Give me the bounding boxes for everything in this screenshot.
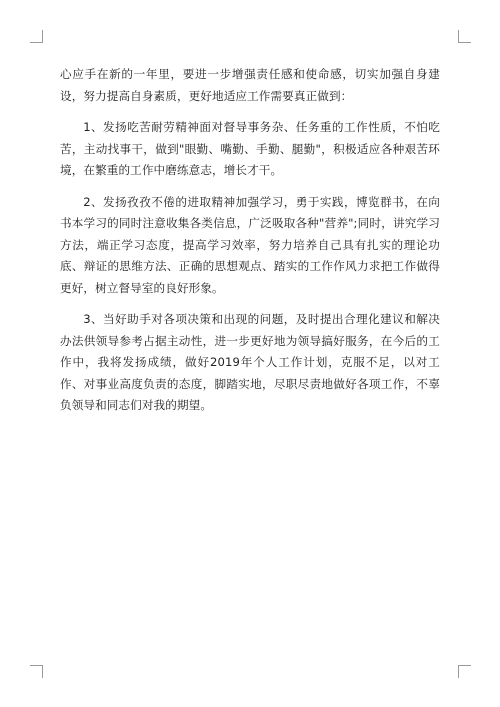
paragraph-item-2: 2、发扬孜孜不倦的进取精神加强学习，勇于实践，博览群书，在向书本学习的同时注意收集各类信息，广泛吸取各种"营养";同时，讲究学习方法，端正学习态度，提高学习效率，努力培养自己具有扎实的理论功底、辩证的思维方法、正确的思想观点、踏实的工作作风力求把工作做得更好，树立督导室的良好形象。 xyxy=(60,194,440,295)
crop-mark-bottom-left xyxy=(30,665,43,678)
crop-mark-top-right xyxy=(458,30,471,43)
document-body xyxy=(60,64,440,427)
crop-mark-top-left xyxy=(30,30,43,43)
crop-mark-bottom-right xyxy=(458,665,471,678)
paragraph-item-1: 1、发扬吃苦耐劳精神面对督导事务杂、任务重的工作性质，不怕吃苦，主动找事干，做到"眼勤、嘴勤、手勤、腿勤"，积极适应各种艰苦环境，在繁重的工作中磨练意志，增长才干。 xyxy=(60,120,440,177)
paragraph-item-3: 3、当好助手对各项决策和出现的问题，及时提出合理化建议和解决办法供领导参考占据主动性，进一步更好地为领导搞好服务，在今后的工作中，我将发扬成绩，做好2019年个人工作计划，克服不足，以对工作、对事业高度负责的态度，脚踏实地，尽职尽责地做好各项工作，不辜负领导和同志们对我的期望。 xyxy=(60,312,440,412)
paragraph-intro: 心应手在新的一年里，要进一步增强责任感和使命感，切实加强自身建设，努力提高自身素质，更好地适应工作需要真正做到： xyxy=(60,67,440,103)
